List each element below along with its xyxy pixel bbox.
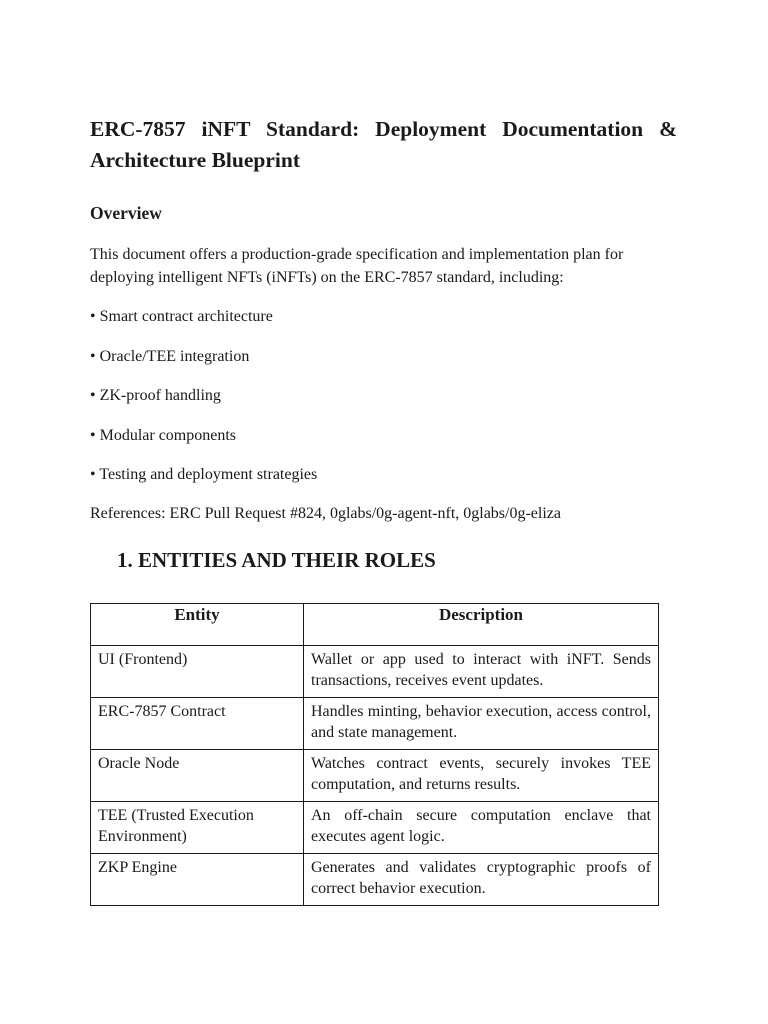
description-cell: Generates and validates cryptographic proofs of correct behavior execution. <box>304 854 659 906</box>
table-row <box>91 802 659 854</box>
description-cell: An off-chain secure computation enclave that executes agent logic. <box>304 802 659 854</box>
bullet-item: • Modular components <box>90 426 237 444</box>
overview-heading: Overview <box>90 203 162 223</box>
entities-table <box>90 603 659 906</box>
table-row <box>91 646 659 698</box>
bullet-item: • Oracle/TEE integration <box>90 347 250 365</box>
table-row <box>91 698 659 750</box>
table-row <box>91 750 659 802</box>
description-cell: Watches contract events, securely invokes TEE computation, and returns results. <box>304 750 659 802</box>
entity-cell: ERC-7857 Contract <box>91 698 304 750</box>
table-header-row <box>91 604 659 646</box>
entity-cell: ZKP Engine <box>91 854 304 906</box>
document-page <box>90 114 677 906</box>
section-1-heading: 1. ENTITIES AND THEIR ROLES <box>117 548 436 572</box>
entity-cell: UI (Frontend) <box>91 646 304 698</box>
references-line: References: ERC Pull Request #824, 0glabs/0g-agent-nft, 0glabs/0g-eliza <box>90 505 561 522</box>
overview-paragraph: This document offers a production-grade specification and implementation plan for deploying intelligent NFTs (iNFTs) on the ERC-7857 standard, including: <box>90 246 624 286</box>
entity-cell: Oracle Node <box>91 750 304 802</box>
bullet-item: • Smart contract architecture <box>90 308 273 325</box>
table-header-description: Description <box>304 604 659 646</box>
bullet-item: • ZK-proof handling <box>90 387 221 404</box>
entity-cell: TEE (Trusted Execution Environment) <box>91 802 304 854</box>
feature-bullet-list <box>90 305 677 486</box>
description-cell: Wallet or app used to interact with iNFT. Sends transactions, receives event updates. <box>304 646 659 698</box>
document-title: ERC-7857 iNFT Standard: Deployment Documentation & Architecture Blueprint <box>90 117 677 172</box>
description-cell: Handles minting, behavior execution, access control, and state management. <box>304 698 659 750</box>
table-header-entity: Entity <box>91 604 304 646</box>
bullet-item: • Testing and deployment strategies <box>90 466 318 483</box>
table-row <box>91 854 659 906</box>
